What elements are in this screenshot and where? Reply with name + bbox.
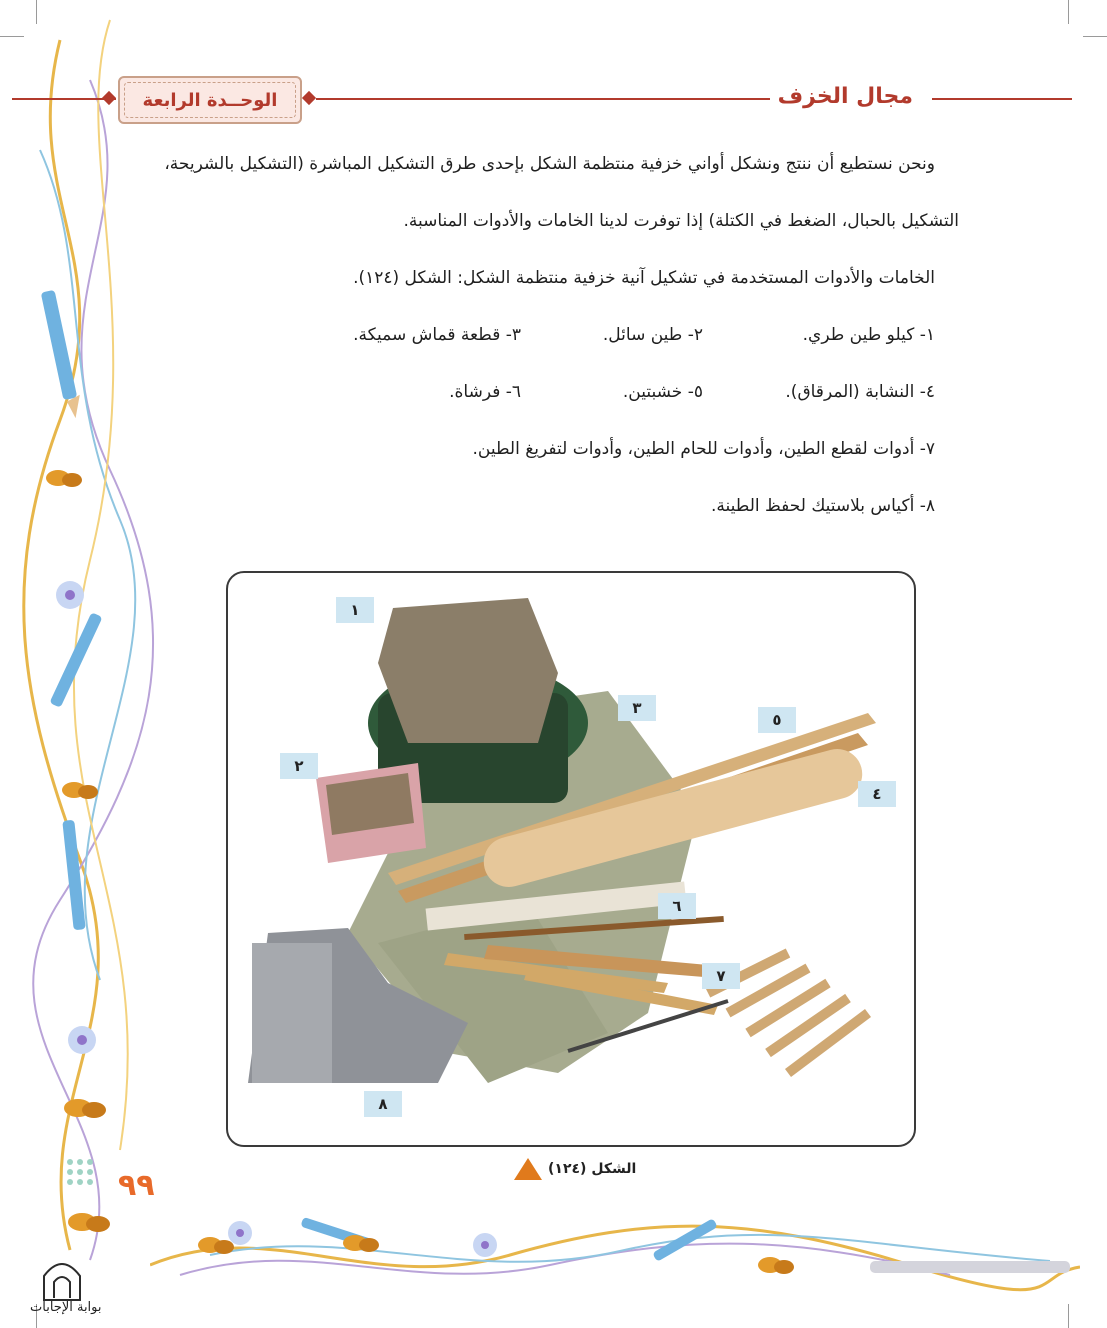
crop-mark: [1068, 1304, 1069, 1328]
list-item: ١- كيلو طين طري.: [802, 325, 935, 345]
butterfly-icon: [343, 1235, 379, 1252]
figure-label: ٥: [758, 707, 796, 733]
header-rule: [316, 98, 804, 100]
figure-frame: [226, 571, 916, 1147]
pencil-icon: [49, 612, 102, 708]
flower-icon: [473, 1233, 497, 1257]
unit-label: الوحــدة الرابعة: [142, 89, 278, 111]
list-item: ٤- النشابة (المرقاق).: [785, 382, 935, 402]
header-rule: [12, 98, 116, 100]
header-rule: [932, 98, 1072, 100]
crop-mark: [1083, 36, 1107, 37]
list-item: ٥- خشبتين.: [622, 382, 703, 402]
figure-label: ٣: [618, 695, 656, 721]
crop-mark: [1068, 0, 1069, 24]
list-item: ٣- قطعة قماش سميكة.: [353, 325, 521, 345]
list-item: ٧- أدوات لقطع الطين، وأدوات للحام الطين، وأدوات لتفريغ الطين.: [472, 439, 935, 459]
clay-block-illustration: [378, 598, 558, 743]
butterfly-icon: [62, 782, 98, 799]
list-item: ٨- أكياس بلاستيك لحفظ الطينة.: [711, 496, 935, 516]
paragraph-line: ونحن نستطيع أن ننتج ونشكل أواني خزفية منتظمة الشكل بإحدى طرق التشكيل المباشرة (التشكيل بالشريحة،: [164, 154, 935, 174]
butterfly-icon: [68, 1213, 110, 1232]
page-title: مجال الخزف: [770, 84, 921, 109]
decorative-border-bottom: [150, 1195, 1080, 1305]
pottery-tools-illustration: [228, 573, 914, 1145]
page-number: ٩٩: [118, 1168, 155, 1203]
header-diamond: [302, 91, 316, 105]
figure-caption: [514, 1158, 636, 1180]
flower-icon: [56, 581, 84, 609]
pencil-icon: [62, 820, 85, 931]
figure-label: ٢: [280, 753, 318, 779]
list-item: ٢- طين سائل.: [602, 325, 703, 345]
list-item: ٦- فرشاة.: [449, 382, 521, 402]
figure-label: ٧: [702, 963, 740, 989]
decorative-border-left: [0, 0, 210, 1328]
portal-label: بوابة الإجابات: [30, 1300, 102, 1315]
butterfly-icon: [198, 1237, 234, 1254]
ministry-logo-icon: [67, 1159, 93, 1185]
figure-caption-text: الشكل (١٢٤): [548, 1161, 637, 1177]
triangle-icon: [514, 1158, 542, 1180]
portal-logo-icon: [44, 1264, 80, 1300]
flower-icon: [68, 1026, 96, 1054]
figure-label: ٦: [658, 893, 696, 919]
materials-intro: الخامات والأدوات المستخدمة في تشكيل آنية خزفية منتظمة الشكل: الشكل (١٢٤).: [353, 268, 935, 288]
figure-label: ٨: [364, 1091, 402, 1117]
unit-badge: [118, 76, 302, 124]
butterfly-icon: [46, 470, 82, 487]
butterfly-icon: [758, 1257, 794, 1274]
figure-label: ١: [336, 597, 374, 623]
pencil-icon: [870, 1261, 1070, 1273]
butterfly-icon: [64, 1099, 106, 1118]
flower-icon: [228, 1221, 252, 1245]
figure-label: ٤: [858, 781, 896, 807]
paragraph-line: التشكيل بالحبال، الضغط في الكتلة) إذا توفرت لدينا الخامات والأدوات المناسبة.: [403, 211, 959, 231]
